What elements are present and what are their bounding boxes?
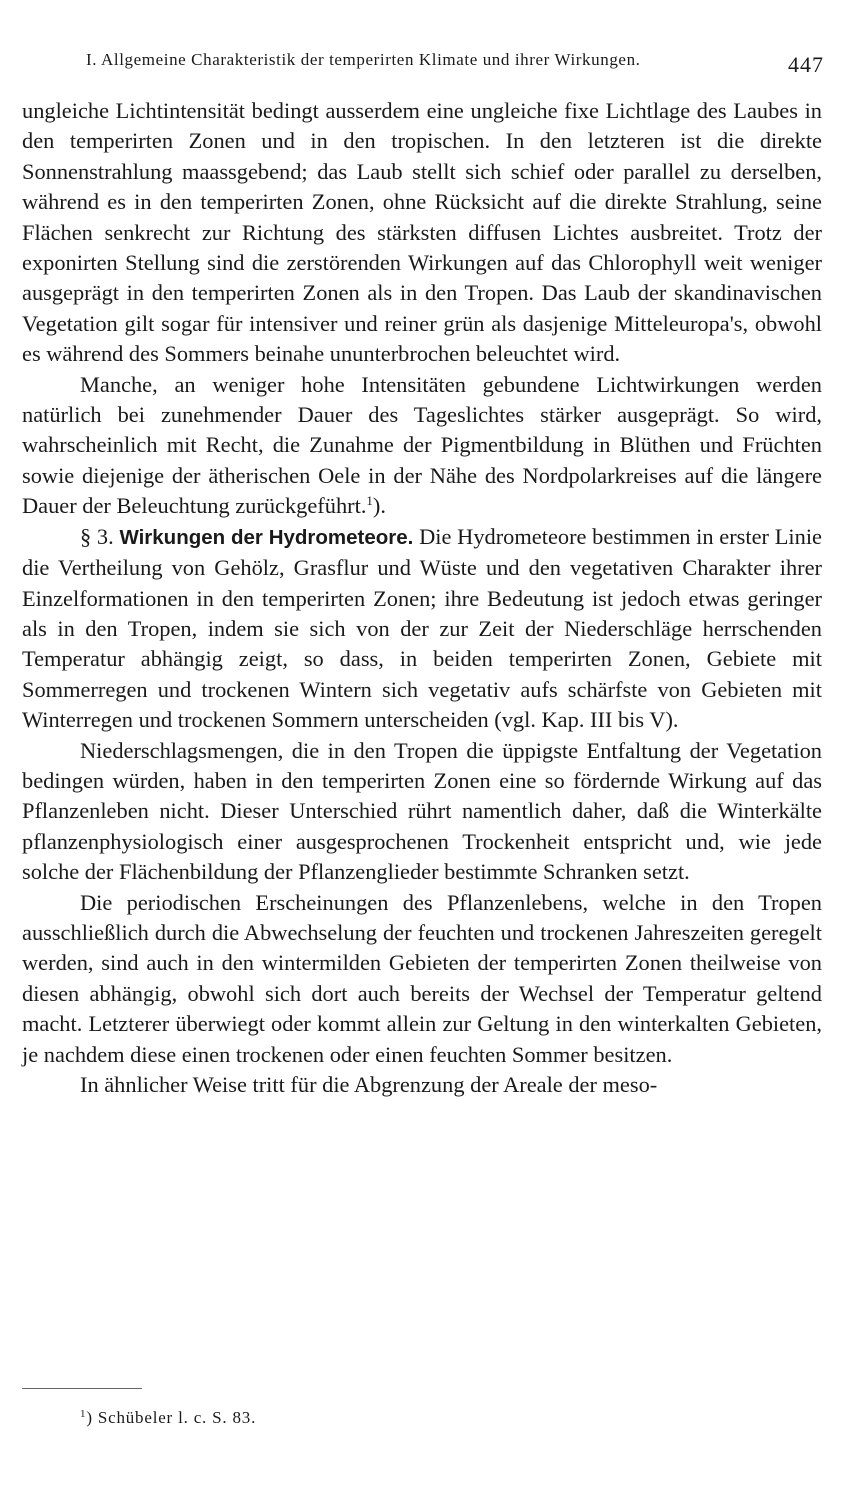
section-number: § 3. [80, 523, 114, 549]
footnote-text: Schübeler l. c. S. 83. [97, 1408, 257, 1427]
footnote-reference-close: ). [372, 493, 386, 519]
footnote-reference: 1 [366, 493, 373, 509]
paragraph-text: ungleiche Lichtintensität bedingt ausserdem eine ungleiche fixe Lichtlage des Laubes in den temperirten Zonen und in den tropischen. In den letzteren ist die direkte Sonnenstrahlung maassgebend; das Laub stellt sich schief oder parallel zu derselben, während es in den temperirten Zonen, ohne Rücksicht auf die direkte Strahlung, seine Flächen senkrecht zur Richtung des stärksten diffusen Lichtes ausbreitet. Trotz der exponirten Stellung sind die zerstörenden Wirkungen auf das Chlorophyll weit weniger ausgeprägt in den temperirten Zonen als in den Tropen. Das Laub der skandinavischen Vegetation gilt sogar für intensiver und reiner grün als dasjenige Mitteleuropa's, obwohl es während des Sommers beinahe ununterbrochen beleuchtet wird. [22, 98, 822, 367]
footnote [80, 1408, 256, 1428]
paragraph-text: Manche, an weniger hohe Intensitäten gebundene Lichtwirkungen werden natürlich bei zunehmender Dauer des Tageslichtes stärker ausgeprägt. So wird, wahrscheinlich mit Recht, die Zunahme der Pigmentbildung in Blüthen und Früchten sowie diejenige der ätherischen Oele in der Nähe des Nordpolarkreises auf die längere Dauer der Beleuchtung zurückgeführt. [22, 371, 822, 519]
paragraph [22, 888, 822, 1070]
footnote-marker-close: ) [86, 1408, 93, 1427]
section-heading: Wirkungen der Hydrometeore. [119, 525, 414, 549]
paragraph-text: Niederschlagsmengen, die in den Tropen die üppigste Entfaltung der Vegetation bedingen würden, haben in den temperirten Zonen eine so fördernde Wirkung auf das Pflanzenleben nicht. Dieser Unterschied rührt namentlich daher, daß die Winterkälte pflanzenphysiologisch einer ausgesprochenen Trockenheit entspricht und, wie jede solche der Flächenbildung der Pflanzenglieder bestimmte Schranken setzt. [22, 737, 822, 885]
footnote-marker: 1 [80, 1408, 87, 1420]
paragraph [22, 1070, 822, 1100]
page-number: 447 [788, 52, 824, 77]
paragraph [22, 370, 822, 522]
running-header [86, 44, 826, 78]
paragraph-text: In ähnlicher Weise tritt für die Abgrenzung der Areale der meso- [80, 1072, 658, 1097]
paragraph-text: Die Hydrometeore bestimmen in erster Linie die Vertheilung von Gehölz, Grasflur und Wüste und den vegetativen Charakter ihrer Einzelformationen in den temperirten Zonen; ihre Bedeutung ist jedoch etwas geringer als in den Tropen, indem sie sich von der zur Zeit der Niederschläge herrschenden Temperatur abhängig zeigt, so dass, in beiden temperirten Zonen, Gebiete mit Sommerregen und trockenen Wintern sich vegetativ aufs schärfste von Gebieten mit Winterregen und trockenen Sommern unterscheiden (vgl. Kap. III bis V). [22, 523, 822, 733]
section-paragraph [22, 522, 822, 736]
paragraph [22, 736, 822, 888]
footnote-divider [22, 1388, 142, 1389]
running-title: I. Allgemeine Charakteristik der temperirten Klimate und ihrer Wirkungen. [86, 50, 641, 69]
paragraph-text: Die periodischen Erscheinungen des Pflanzenlebens, welche in den Tropen ausschließlich durch die Abwechselung der feuchten und trockenen Jahreszeiten geregelt werden, sind auch in den wintermilden Gebieten der temperirten Zonen theilweise von diesen abhängig, obwohl sich dort auch bereits der Wechsel der Temperatur geltend macht. Letzterer überwiegt oder kommt allein zur Geltung in den winterkalten Gebieten, je nachdem diese einen trockenen oder einen feuchten Sommer besitzen. [22, 889, 822, 1067]
body-text [22, 96, 822, 1100]
paragraph-continued [22, 96, 822, 370]
